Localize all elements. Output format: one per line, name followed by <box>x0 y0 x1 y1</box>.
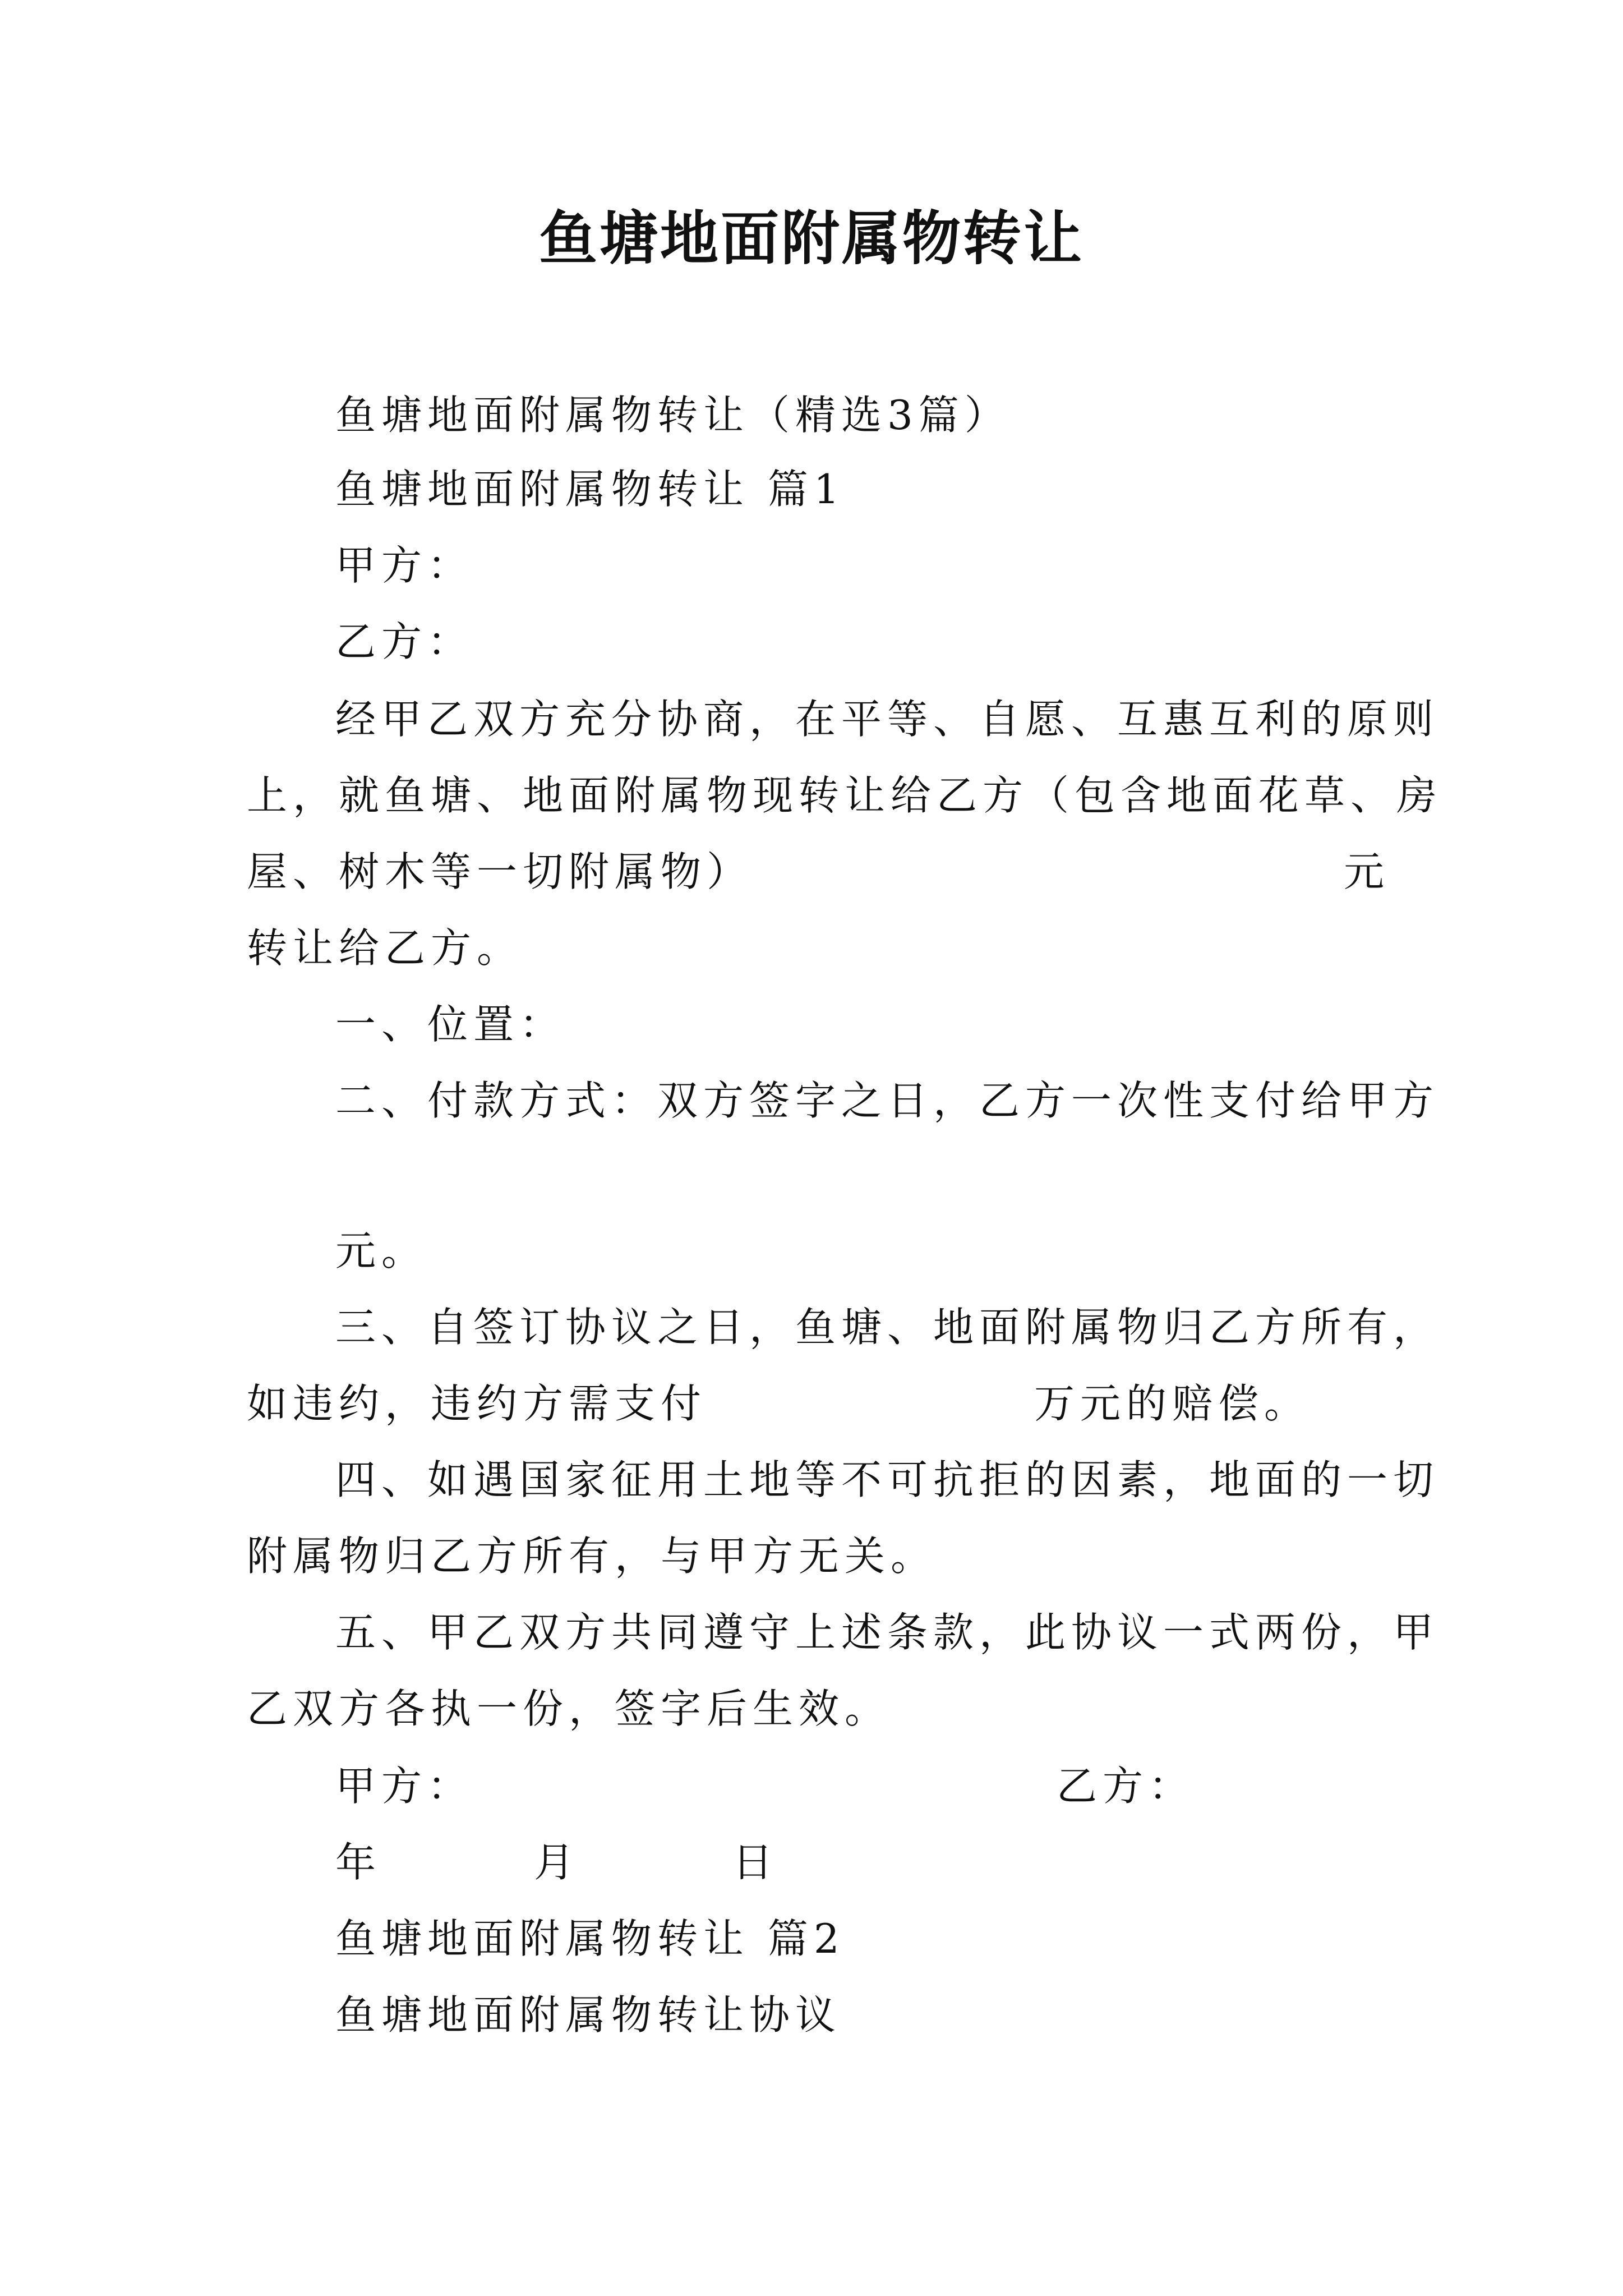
clause-ownership: 三、自签订协议之日，鱼塘、地面附属物归乙方所有， <box>335 1304 1440 1351</box>
signature-party-a: 甲方： <box>335 1763 474 1810</box>
clause-payment: 二、付款方式：双方签字之日，乙方一次性支付给甲方 <box>335 1077 1440 1124</box>
document-title: 鱼塘地面附属物转让 <box>538 204 1084 273</box>
party-b-label: 乙方： <box>335 618 474 665</box>
section-heading: 鱼塘地面附属物转让 篇1 <box>335 466 845 513</box>
signature-party-b: 乙方： <box>1057 1763 1195 1810</box>
clause-force-majeure: 四、如遇国家征用土地等不可抗拒的因素，地面的一切 <box>335 1456 1440 1503</box>
paragraph-line: 转让给乙方。 <box>247 924 523 972</box>
paragraph-line: 附属物归乙方所有，与甲方无关。 <box>247 1533 937 1580</box>
party-a-label: 甲方： <box>335 542 474 589</box>
agreement-title: 鱼塘地面附属物转让协议 <box>335 1991 842 2039</box>
paragraph-line: 如违约，违约方需支付 <box>247 1380 707 1427</box>
date-year: 年 <box>335 1839 382 1886</box>
paragraph-line: 屋、树木等一切附属物） <box>247 848 753 895</box>
subtitle-line: 鱼塘地面附属物转让（精选3篇） <box>335 392 1011 439</box>
amount-unit: 元 <box>1344 848 1385 895</box>
paragraph-line: 经甲乙双方充分协商，在平等、自愿、互惠互利的原则 <box>335 696 1440 743</box>
paragraph-line: 上，就鱼塘、地面附属物现转让给乙方（包含地面花草、房 <box>247 772 1443 819</box>
paragraph-line: 元。 <box>335 1227 428 1274</box>
clause-effect: 五、甲乙双方共同遵守上述条款，此协议一式两份，甲 <box>335 1609 1440 1656</box>
date-day: 日 <box>732 1839 779 1886</box>
clause-location: 一、位置： <box>335 1001 566 1048</box>
date-month: 月 <box>534 1839 580 1886</box>
paragraph-line: 乙双方各执一份，签字后生效。 <box>247 1685 891 1732</box>
section-heading: 鱼塘地面附属物转让 篇2 <box>335 1915 845 1962</box>
paragraph-line: 万元的赔偿。 <box>1034 1380 1311 1427</box>
